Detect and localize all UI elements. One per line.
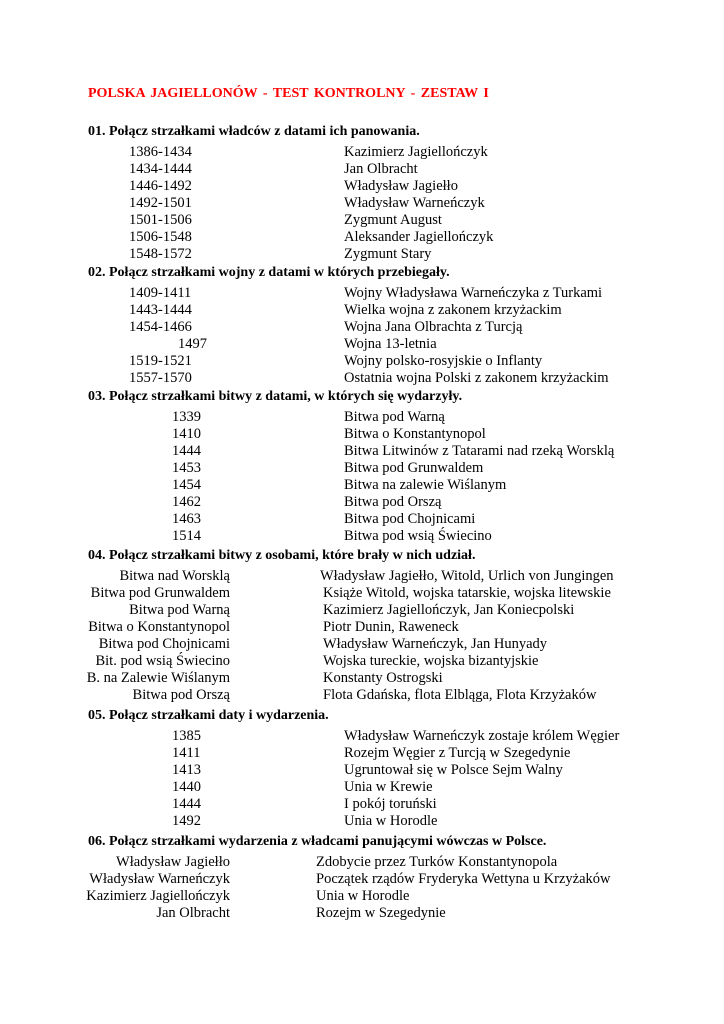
ruler-item: Jan Olbracht [344, 161, 418, 177]
person-item: Kazimierz Jagiellończyk, Jan Koniecpolski [323, 602, 575, 618]
date-item: 1492-1501 [129, 195, 192, 211]
battle-item: Bitwa pod Warną [129, 602, 230, 618]
date-item: 1463 [172, 511, 201, 527]
event-item: Unia w Horodle [344, 813, 438, 829]
event-item: Początek rządów Fryderyka Wettyna u Krzyżaków [316, 871, 611, 887]
date-item: 1454 [172, 477, 201, 493]
battle-item: B. na Zalewie Wiślanym [86, 670, 230, 686]
matching-row [0, 370, 724, 387]
section-heading: 04. Połącz strzałkami bitwy z osobami, które brały w nich udział. [88, 548, 476, 563]
date-item: 1548-1572 [129, 246, 192, 262]
test-title: POLSKA JAGIELLONÓW - TEST KONTROLNY - ZESTAW I [88, 86, 489, 101]
matching-row [0, 494, 724, 511]
battle-item: Bitwa o Konstantynopol [88, 619, 230, 635]
person-item: Wojska tureckie, wojska bizantyjskie [323, 653, 539, 669]
matching-row [0, 460, 724, 477]
matching-row [0, 246, 724, 263]
date-item: 1462 [172, 494, 201, 510]
date-item: 1409-1411 [129, 285, 192, 301]
battle-item: Bitwa o Konstantynopol [344, 426, 486, 442]
matching-row [0, 319, 724, 336]
matching-row [0, 195, 724, 212]
ruler-item: Aleksander Jagiellończyk [344, 229, 494, 245]
person-item: Flota Gdańska, flota Elbląga, Flota Krzyżaków [323, 687, 597, 703]
ruler-item: Kazimierz Jagiellończyk [344, 144, 488, 160]
matching-row [0, 229, 724, 246]
ruler-item: Kazimierz Jagiellończyk [86, 888, 230, 904]
ruler-item: Jan Olbracht [156, 905, 230, 921]
ruler-item: Zygmunt Stary [344, 246, 432, 262]
event-item: Rozejm Węgier z Turcją w Szegedynie [344, 745, 571, 761]
battle-item: Bitwa pod wsią Świecino [344, 528, 492, 544]
date-item: 1410 [172, 426, 201, 442]
matching-row [0, 779, 724, 796]
section-heading: 05. Połącz strzałkami daty i wydarzenia. [88, 708, 329, 723]
event-item: Unia w Krewie [344, 779, 433, 795]
matching-row [0, 511, 724, 528]
matching-row [0, 528, 724, 545]
battle-item: Bitwa pod Orszą [344, 494, 442, 510]
matching-row [0, 161, 724, 178]
war-item: Wojny polsko-rosyjskie o Inflanty [344, 353, 543, 369]
war-item: Wojna Jana Olbrachta z Turcją [344, 319, 523, 335]
matching-row [0, 905, 724, 922]
matching-row [0, 619, 724, 636]
matching-row [0, 477, 724, 494]
matching-row [0, 888, 724, 905]
ruler-item: Zygmunt August [344, 212, 442, 228]
matching-row [0, 653, 724, 670]
section-heading: 02. Połącz strzałkami wojny z datami w których przebiegały. [88, 265, 450, 280]
date-item: 1385 [172, 728, 201, 744]
ruler-item: Władysław Jagiełło [344, 178, 458, 194]
matching-row [0, 568, 724, 585]
matching-row [0, 285, 724, 302]
date-item: 1440 [172, 779, 201, 795]
person-item: Władysław Jagiełło, Witold, Urlich von Jungingen [320, 568, 614, 584]
matching-row [0, 871, 724, 888]
date-item: 1339 [172, 409, 201, 425]
date-item: 1444 [172, 796, 201, 812]
section-heading: 01. Połącz strzałkami władców z datami ich panowania. [88, 124, 420, 139]
date-item: 1434-1444 [129, 161, 192, 177]
matching-row [0, 212, 724, 229]
event-item: I pokój toruński [344, 796, 437, 812]
war-item: Wielka wojna z zakonem krzyżackim [344, 302, 562, 318]
ruler-item: Władysław Warneńczyk [344, 195, 485, 211]
battle-item: Bitwa na zalewie Wiślanym [344, 477, 507, 493]
matching-row [0, 178, 724, 195]
matching-row [0, 687, 724, 704]
event-item: Ugruntował się w Polsce Sejm Walny [344, 762, 563, 778]
battle-item: Bit. pod wsią Świecino [95, 653, 230, 669]
date-item: 1497 [178, 336, 207, 352]
matching-row [0, 762, 724, 779]
date-item: 1501-1506 [129, 212, 192, 228]
war-item: Wojny Władysława Warneńczyka z Turkami [344, 285, 603, 301]
battle-item: Bitwa pod Grunwaldem [90, 585, 230, 601]
date-item: 1492 [172, 813, 201, 829]
person-item: Książe Witold, wojska tatarskie, wojska litewskie [323, 585, 611, 601]
date-item: 1386-1434 [129, 144, 192, 160]
matching-row [0, 353, 724, 370]
person-item: Władysław Warneńczyk, Jan Hunyady [323, 636, 548, 652]
event-item: Unia w Horodle [316, 888, 410, 904]
matching-row [0, 796, 724, 813]
ruler-item: Władysław Jagiełło [116, 854, 230, 870]
matching-row [0, 409, 724, 426]
matching-row [0, 636, 724, 653]
war-item: Ostatnia wojna Polski z zakonem krzyżackim [344, 370, 609, 386]
matching-row [0, 728, 724, 745]
matching-row [0, 336, 724, 353]
section-heading: 03. Połącz strzałkami bitwy z datami, w których się wydarzyły. [88, 389, 463, 404]
date-item: 1519-1521 [129, 353, 192, 369]
matching-row [0, 745, 724, 762]
person-item: Piotr Dunin, Raweneck [323, 619, 459, 635]
event-item: Rozejm w Szegedynie [316, 905, 446, 921]
matching-row [0, 426, 724, 443]
date-item: 1514 [172, 528, 201, 544]
battle-item: Bitwa pod Warną [344, 409, 445, 425]
date-item: 1454-1466 [129, 319, 192, 335]
battle-item: Bitwa Litwinów z Tatarami nad rzeką Worsklą [344, 443, 615, 459]
date-item: 1413 [172, 762, 201, 778]
person-item: Konstanty Ostrogski [323, 670, 443, 686]
battle-item: Bitwa pod Chojnicami [98, 636, 230, 652]
matching-row [0, 144, 724, 161]
date-item: 1444 [172, 443, 201, 459]
date-item: 1446-1492 [129, 178, 192, 194]
matching-row [0, 854, 724, 871]
battle-item: Bitwa nad Worsklą [119, 568, 230, 584]
date-item: 1453 [172, 460, 201, 476]
battle-item: Bitwa pod Orszą [132, 687, 230, 703]
ruler-item: Władysław Warneńczyk [89, 871, 230, 887]
matching-row [0, 602, 724, 619]
event-item: Zdobycie przez Turków Konstantynopola [316, 854, 558, 870]
battle-item: Bitwa pod Grunwaldem [344, 460, 484, 476]
matching-row [0, 585, 724, 602]
matching-row [0, 302, 724, 319]
matching-row [0, 670, 724, 687]
date-item: 1557-1570 [129, 370, 192, 386]
war-item: Wojna 13-letnia [344, 336, 437, 352]
battle-item: Bitwa pod Chojnicami [344, 511, 476, 527]
matching-row [0, 813, 724, 830]
date-item: 1506-1548 [129, 229, 192, 245]
section-heading: 06. Połącz strzałkami wydarzenia z władcami panującymi wówczas w Polsce. [88, 834, 547, 849]
date-item: 1411 [172, 745, 201, 761]
date-item: 1443-1444 [129, 302, 192, 318]
event-item: Władysław Warneńczyk zostaje królem Węgier [344, 728, 620, 744]
matching-row [0, 443, 724, 460]
